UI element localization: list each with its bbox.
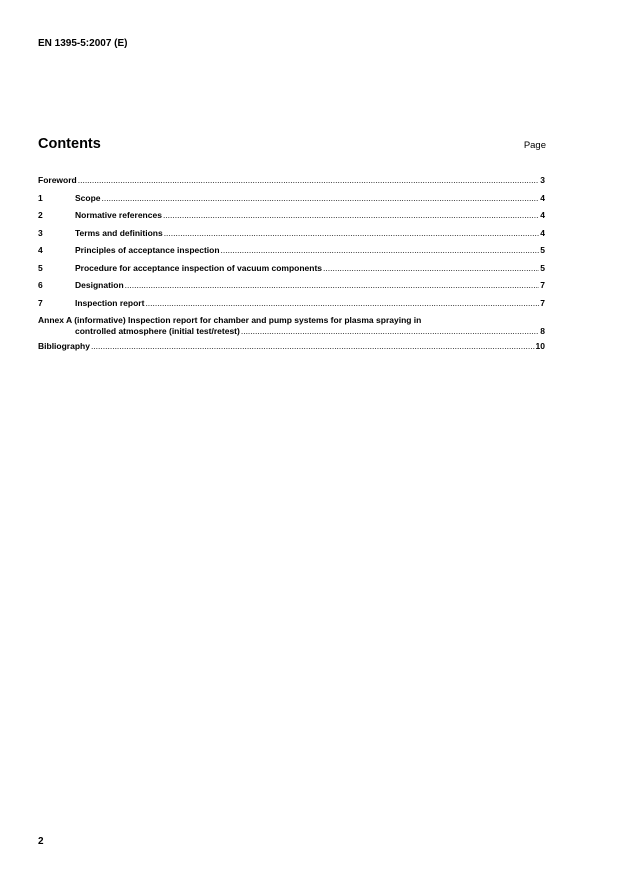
page-column-label: Page — [523, 140, 546, 151]
toc-entry-terms-and-definitions[interactable] — [38, 228, 545, 246]
toc-entry-number: 6 — [38, 280, 43, 290]
page-number: 2 — [38, 836, 44, 847]
toc-entry-number: 5 — [38, 262, 43, 273]
document-header: EN 1395-5:2007 (E) — [38, 38, 128, 49]
toc-entry-page: 5 — [540, 245, 545, 255]
toc-entry-page: 7 — [540, 297, 545, 308]
toc-leader-dots — [221, 245, 540, 256]
toc-entry-bibliography[interactable] — [38, 341, 545, 359]
toc-entry-number: 7 — [38, 297, 43, 308]
toc-entry-page: 5 — [540, 262, 545, 273]
annex-title-line2-row — [38, 326, 545, 337]
toc-entry-title: Procedure for acceptance inspection of vacuum components — [75, 262, 323, 273]
contents-title: Contents — [38, 136, 101, 152]
toc-entry-page: 7 — [540, 280, 545, 290]
toc-entry-title: Foreword — [38, 175, 77, 185]
toc-entry-scope[interactable] — [38, 193, 545, 211]
toc-entry-number: 3 — [38, 227, 43, 238]
toc-leader-dots — [323, 263, 539, 274]
toc-entry-page: 10 — [535, 341, 545, 351]
toc-entry-title: Terms and definitions — [75, 227, 163, 238]
toc-entry-annex-a[interactable] — [38, 315, 545, 337]
toc-entry-title: Designation — [75, 280, 124, 290]
toc-entry-title: Bibliography — [38, 341, 90, 351]
toc-entry-procedure[interactable] — [38, 263, 545, 281]
toc-entry-page: 4 — [540, 210, 545, 220]
toc-entry-foreword[interactable] — [38, 175, 545, 193]
toc-entry-page: 8 — [540, 326, 545, 336]
table-of-contents — [38, 175, 545, 359]
toc-entry-number: 2 — [38, 210, 43, 220]
annex-title-line1: Annex A (informative) Inspection report for chamber and pump systems for plasma spraying in — [38, 315, 422, 325]
toc-leader-dots — [145, 298, 539, 309]
toc-entry-number: 1 — [38, 192, 43, 203]
toc-entry-normative-references[interactable] — [38, 210, 545, 228]
toc-entry-number: 4 — [38, 245, 43, 255]
toc-entry-page: 3 — [540, 175, 545, 185]
toc-entry-title: Scope — [75, 192, 101, 203]
toc-leader-dots — [91, 341, 535, 352]
toc-entry-title: Normative references — [75, 210, 162, 220]
toc-leader-dots — [164, 228, 540, 239]
toc-entry-principles[interactable] — [38, 245, 545, 263]
toc-leader-dots — [241, 326, 539, 337]
toc-entry-page: 4 — [540, 227, 545, 238]
toc-entry-designation[interactable] — [38, 280, 545, 298]
toc-entry-page: 4 — [540, 192, 545, 203]
annex-title-line2: controlled atmosphere (initial test/retest) — [75, 326, 240, 336]
toc-entry-title: Principles of acceptance inspection — [75, 245, 220, 255]
toc-entry-inspection-report[interactable] — [38, 298, 545, 316]
toc-entry-title: Inspection report — [75, 297, 145, 308]
toc-leader-dots — [78, 175, 540, 186]
toc-leader-dots — [163, 210, 539, 221]
toc-leader-dots — [125, 280, 540, 291]
toc-leader-dots — [102, 193, 540, 204]
